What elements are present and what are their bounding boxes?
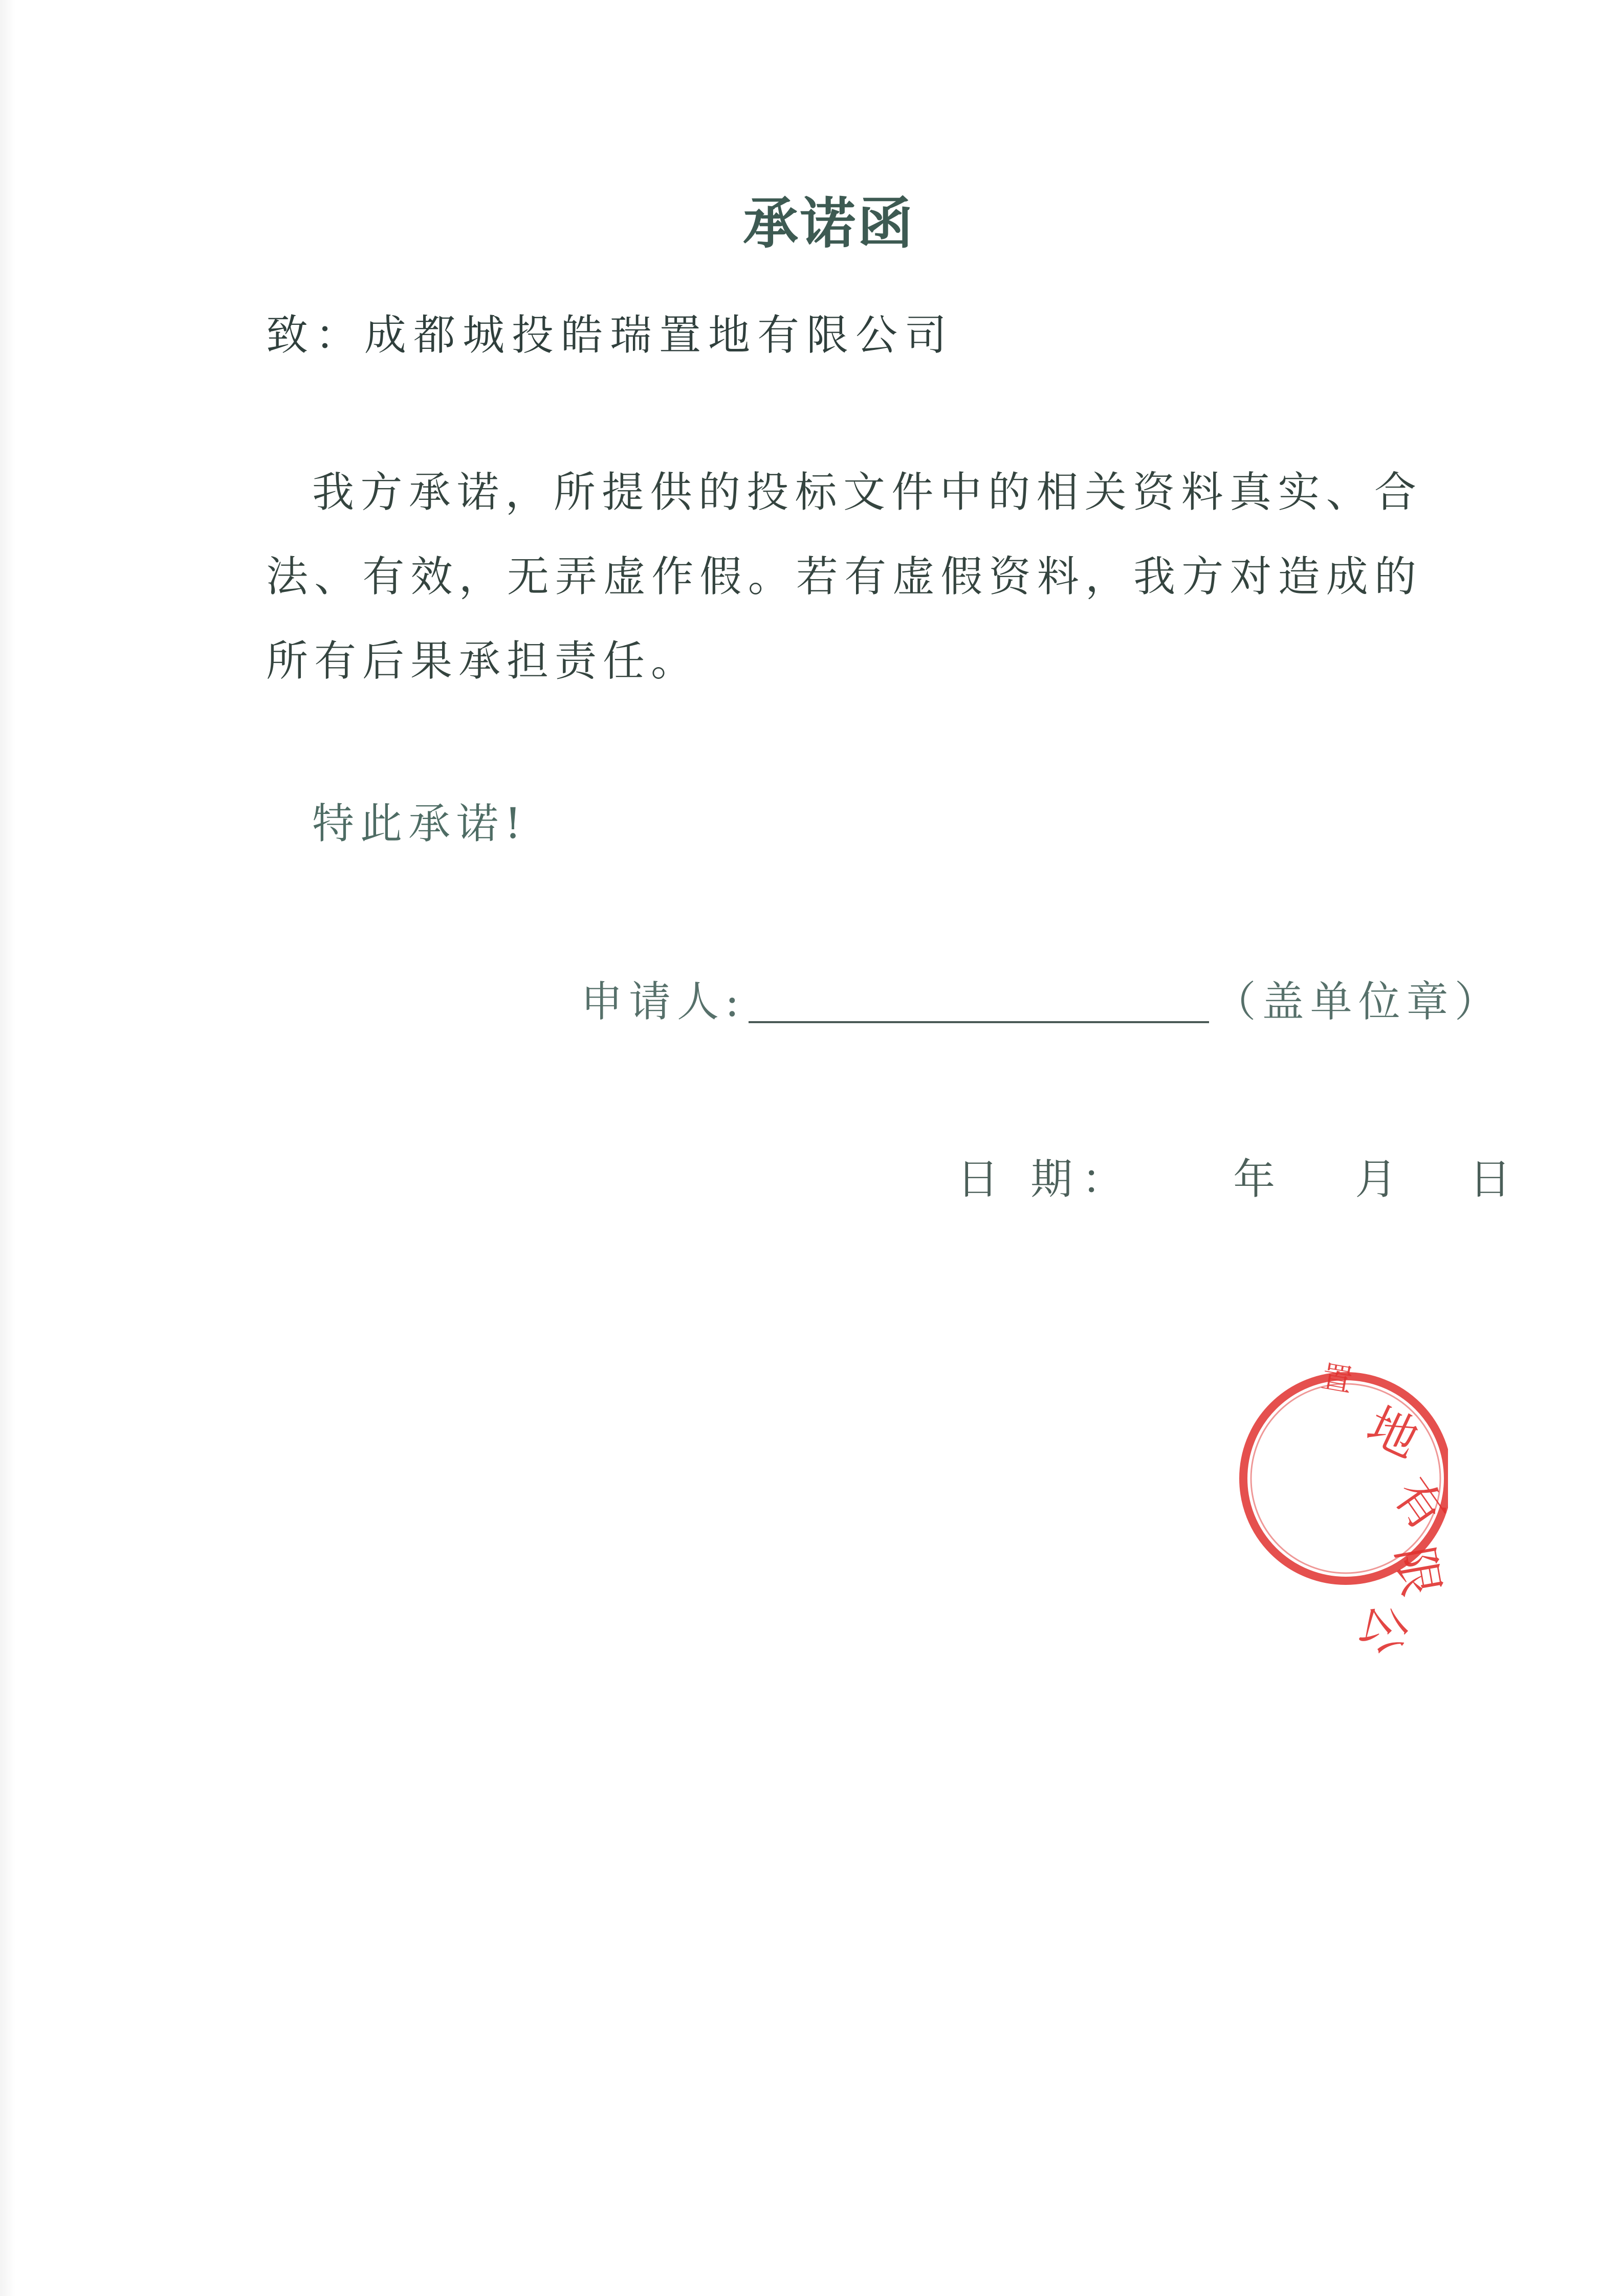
svg-text:公: 公 <box>1348 1597 1419 1663</box>
applicant-signature-row <box>581 967 1503 1028</box>
seal-note: （盖单位章） <box>1214 978 1503 1026</box>
svg-text:置: 置 <box>1319 1358 1355 1400</box>
closing-statement: 特此承诺! <box>312 800 528 848</box>
stamp-graphic <box>1228 1310 1457 1668</box>
year-label: 年 <box>1233 1155 1276 1204</box>
applicant-label: 申请人: <box>581 978 745 1026</box>
svg-text:限: 限 <box>1385 1542 1451 1601</box>
svg-text:地: 地 <box>1358 1396 1428 1469</box>
month-label: 月 <box>1355 1155 1397 1204</box>
date-row <box>957 1146 1511 1206</box>
day-label: 日 <box>1469 1155 1511 1204</box>
addressee-line: 致：成都城投皓瑞置地有限公司 <box>266 311 954 360</box>
company-stamp <box>1228 1310 1457 1668</box>
signature-blank-line <box>749 1021 1209 1023</box>
commitment-body: 我方承诺，所提供的投标文件中的相关资料真实、合法、有效，无弄虚作假。若有虚假资料，我方对造成的所有后果承担责任。 <box>266 468 1422 686</box>
svg-text:有: 有 <box>1382 1467 1457 1541</box>
date-label: 日 期： <box>957 1155 1133 1204</box>
document-title: 承诺函 <box>742 192 915 256</box>
scan-edge-shadow <box>0 0 15 2296</box>
